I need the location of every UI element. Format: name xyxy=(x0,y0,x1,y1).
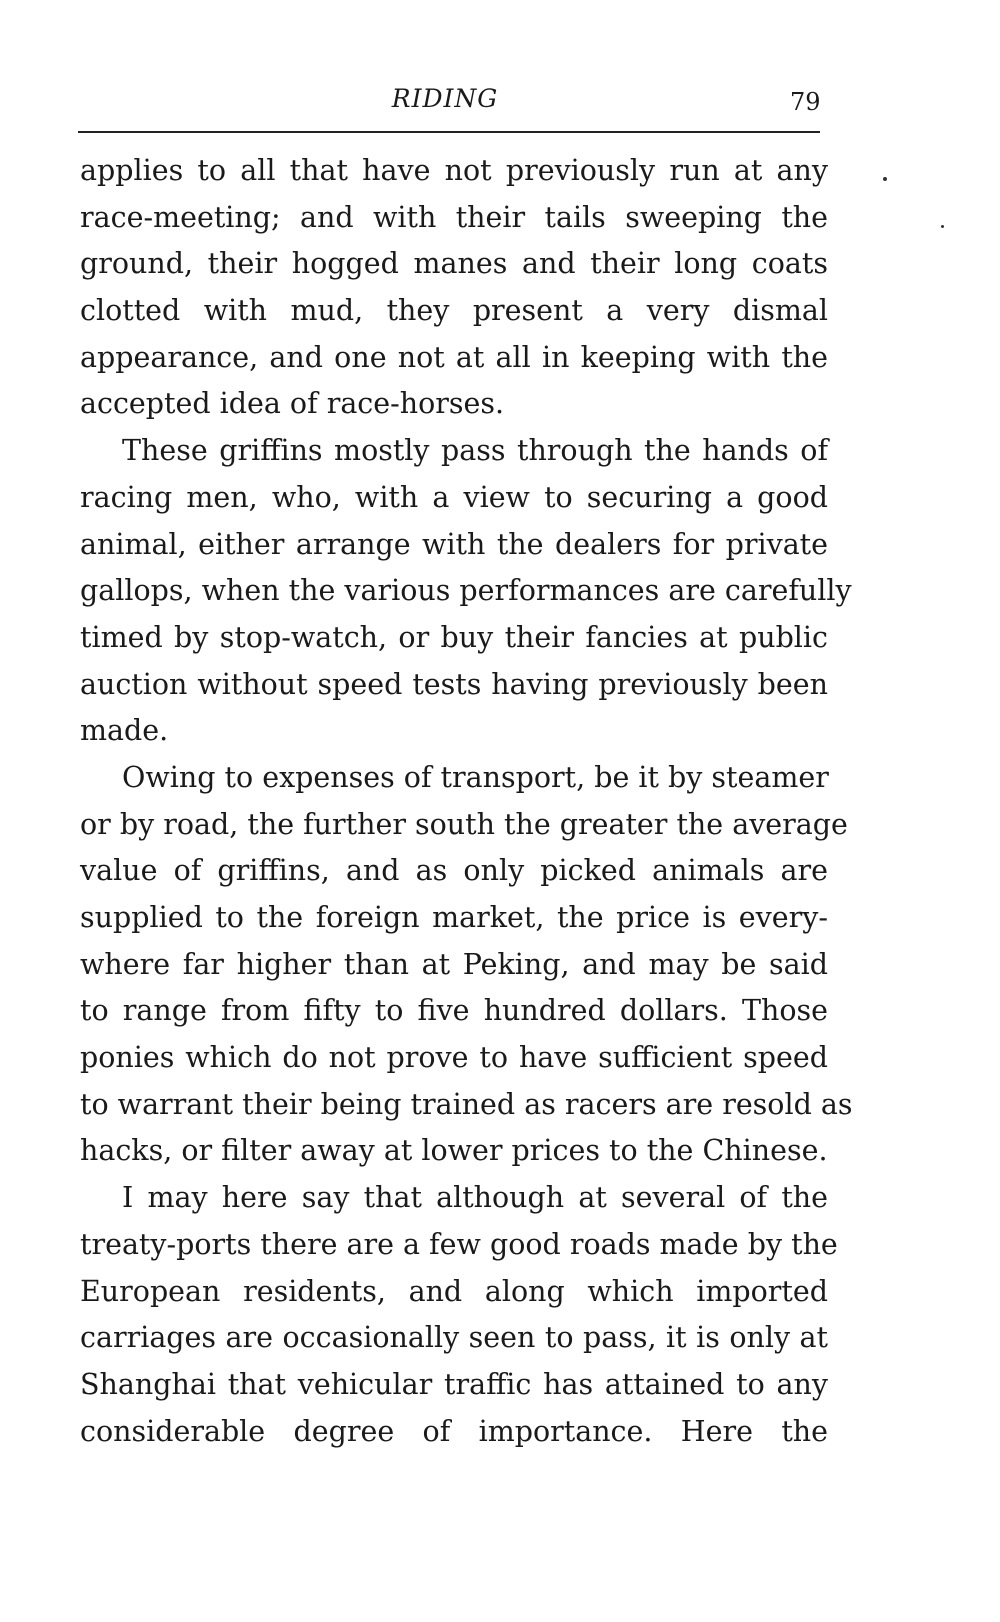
text-line: Owing to expenses of transport, be it by steamer xyxy=(122,760,829,794)
text-line: where far higher than at Peking, and may be said xyxy=(80,947,828,981)
text-line: supplied to the foreign market, the price is every- xyxy=(80,901,828,934)
text-line: race-meeting; and with their tails sweeping the xyxy=(80,200,828,234)
running-title: RIDING xyxy=(391,84,499,113)
text-line: ground, their hogged manes and their long coats xyxy=(80,247,828,281)
text-line: treaty-ports there are a few good roads made by the xyxy=(80,1227,838,1261)
text-line: clotted with mud, they present a very dismal xyxy=(80,294,828,328)
text-line: racing men, who, with a view to securing a good xyxy=(80,480,828,514)
text-line: animal, either arrange with the dealers for private xyxy=(80,527,828,561)
scan-speck xyxy=(883,177,887,181)
header-rule xyxy=(78,131,820,133)
text-line: carriages are occasionally seen to pass, it is only at xyxy=(80,1321,828,1355)
text-line: or by road, the further south the greater the average xyxy=(80,807,848,841)
page-number: 79 xyxy=(790,88,821,116)
text-line: I may here say that although at several of the xyxy=(122,1181,828,1215)
text-line: value of griffins, and as only picked animals are xyxy=(80,854,828,888)
text-line: accepted idea of race-horses. xyxy=(80,387,505,421)
scan-speck xyxy=(941,225,944,228)
paragraph xyxy=(80,1175,838,1455)
text-line: European residents, and along which imported xyxy=(80,1274,828,1308)
text-line: These griffins mostly pass through the hands of xyxy=(122,434,828,468)
text-line: appearance, and one not at all in keeping with the xyxy=(80,340,828,374)
text-line: auction without speed tests having previously been xyxy=(80,667,828,701)
text-line: timed by stop-watch, or buy their fancies at public xyxy=(80,620,828,654)
text-line: hacks, or filter away at lower prices to the Chinese. xyxy=(80,1134,828,1168)
paragraph xyxy=(80,148,828,428)
text-line: Shanghai that vehicular traffic has attained to any xyxy=(80,1367,828,1401)
text-line: ponies which do not prove to have sufficient speed xyxy=(80,1041,828,1075)
text-line: applies to all that have not previously run at any xyxy=(80,154,828,187)
body-text xyxy=(80,148,853,1455)
paragraph xyxy=(80,428,852,755)
text-line: to range from fifty to five hundred dollars. Those xyxy=(80,994,828,1028)
paragraph xyxy=(80,755,853,1175)
text-line: considerable degree of importance. Here the xyxy=(80,1414,828,1448)
text-line: made. xyxy=(80,714,169,748)
text-line: gallops, when the various performances are carefully xyxy=(80,574,852,608)
text-line: to warrant their being trained as racers are resold as xyxy=(80,1087,853,1121)
